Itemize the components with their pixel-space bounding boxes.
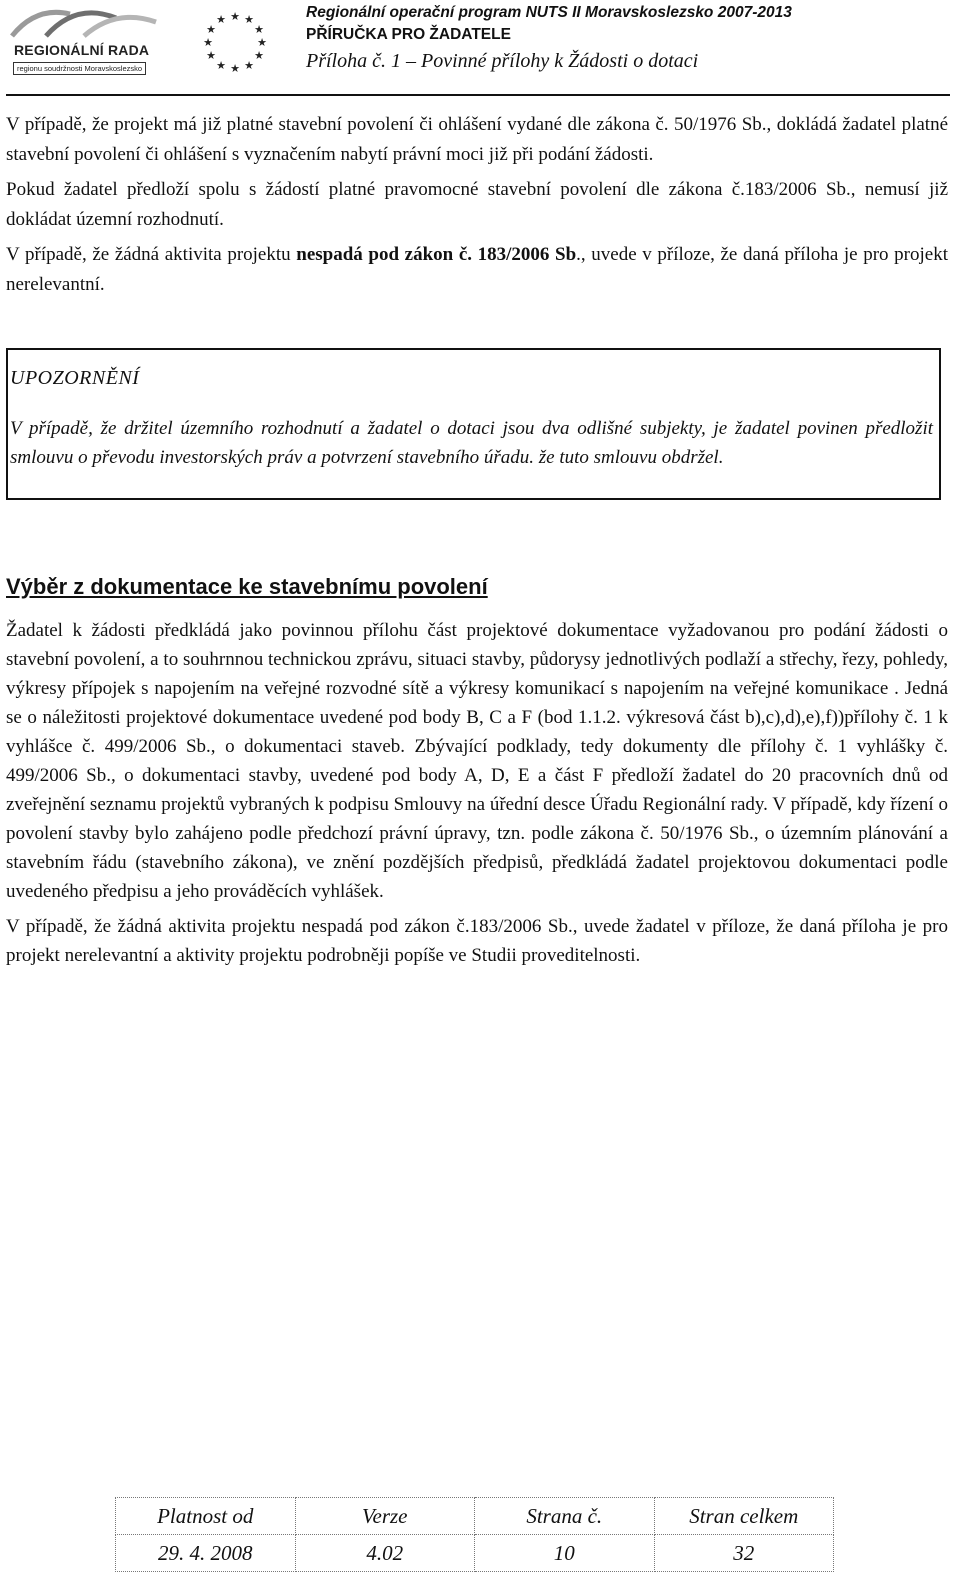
svg-text:★: ★ bbox=[244, 13, 254, 26]
footer-header-version: Verze bbox=[295, 1498, 475, 1535]
footer-table bbox=[115, 1497, 834, 1572]
annex-title: Příloha č. 1 – Povinné přílohy k Žádosti o dotaci bbox=[306, 50, 699, 72]
footer-version: 4.02 bbox=[295, 1535, 475, 1572]
svg-text:★: ★ bbox=[257, 36, 267, 49]
logo-subtitle: regionu soudržnosti Moravskoslezsko bbox=[13, 62, 146, 75]
footer-header-page: Strana č. bbox=[475, 1498, 655, 1535]
section-title: Výběr z dokumentace ke stavebnímu povolení bbox=[6, 574, 488, 599]
svg-text:★: ★ bbox=[254, 23, 264, 36]
regional-council-logo bbox=[6, 4, 164, 78]
footer-valid-from: 29. 4. 2008 bbox=[116, 1535, 296, 1572]
text-run: ., uvede v příloze, že daná příloha je pro projekt nerelevantní. bbox=[6, 244, 948, 295]
eu-stars-icon bbox=[190, 6, 280, 72]
svg-text:★: ★ bbox=[254, 49, 264, 62]
svg-text:★: ★ bbox=[216, 59, 226, 72]
svg-text:★: ★ bbox=[203, 36, 213, 49]
documentation-section bbox=[6, 570, 948, 970]
logo-arcs-icon bbox=[6, 4, 164, 38]
page-header bbox=[0, 0, 960, 96]
handbook-title: PŘÍRUČKA PRO ŽADATELE bbox=[306, 26, 511, 43]
text-run: V případě, že žádná aktivita projektu bbox=[6, 244, 297, 265]
svg-text:★: ★ bbox=[216, 13, 226, 26]
paragraph-building-permit: V případě, že projekt má již platné stavební povolení či ohlášení vydané dle zákona č. 50/1976 Sb., dokládá žadatel platné stavební povolení či ohlášení s vyznačením nabytí právní moci již při podání žádosti. bbox=[6, 114, 948, 165]
footer-value-row bbox=[116, 1535, 834, 1572]
paragraph-irrelevant: V případě, že žádná aktivita projektu nespadá pod zákon č.183/2006 Sb., uvede žadatel v příloze, že daná příloha je pro projekt nerelevantní a aktivity projektu podrobněji popíše ve Studii proveditelnosti. bbox=[6, 916, 948, 966]
header-text bbox=[306, 2, 866, 76]
footer-total-pages: 32 bbox=[654, 1535, 834, 1572]
paragraph-valid-permit: Pokud žadatel předloží spolu s žádostí platné pravomocné stavební povolení dle zákona č.183/2006 Sb., nemusí již dokládat územní rozhodnutí. bbox=[6, 179, 948, 230]
footer-header-valid-from: Platnost od bbox=[116, 1498, 296, 1535]
svg-text:★: ★ bbox=[244, 59, 254, 72]
paragraph-not-applicable bbox=[6, 240, 948, 299]
footer-header-total-pages: Stran celkem bbox=[654, 1498, 834, 1535]
warning-title: UPOZORNĚNÍ bbox=[10, 367, 140, 389]
warning-text: V případě, že držitel územního rozhodnutí a žadatel o dotaci jsou dva odlišné subjekty, je žadatel povinen předložit smlouvu o převodu investorských práv a potvrzení stavebního úřadu. že tuto smlouvu obdržel. bbox=[10, 418, 933, 468]
footer-page: 10 bbox=[475, 1535, 655, 1572]
logo-title: REGIONÁLNÍ RADA bbox=[14, 42, 150, 58]
paragraph-documentation: Žadatel k žádosti předkládá jako povinnou přílohu část projektové dokumentace vyžadovanou pro podání žádosti o stavební povolení, a to souhrnnou technickou zprávu, situaci stavby, půdorysy jednotlivých podlaží a střechy, řezy, pohledy, výkresy přípojek s napojením na veřejné rozvodné sítě a výkresy komunikací s napojením na veřejné komunikace . Jedná se o náležitosti projektové dokumentace uvedené pod body B, C a F (bod 1.1.2. výkresová část b),c),d),e),f))přílohy č. 1 k vyhlášce č. 499/2006 Sb., o dokumentaci staveb. Zbývající podklady, tedy dokumenty dle přílohy č. 1 vyhlášky č. 499/2006 Sb., o dokumentaci stavby, uvedené pod body A, D, E a část F předloží žadatel do 20 pracovních dnů od zveřejnění seznamu projektů vybraných k podpisu Smlouvy na úřední desce Úřadu Regionální rady. V případě, kdy řízení o povolení stavby bylo zahájeno podle předchozí právní úpravy, tzn. podle zákona č. 50/1976 Sb., o územním plánování a stavebním řádu (stavebního zákona), ve znění pozdějších předpisů, předkládá žadatel projektovou dokumentaci podle uvedeného předpisu a jeho prováděcích vyhlášek. bbox=[6, 620, 948, 902]
header-divider bbox=[6, 94, 950, 96]
svg-text:★: ★ bbox=[206, 23, 216, 36]
svg-text:★: ★ bbox=[206, 49, 216, 62]
warning-box bbox=[6, 348, 941, 500]
svg-text:★: ★ bbox=[230, 10, 240, 23]
intro-text bbox=[6, 110, 948, 299]
program-name: Regionální operační program NUTS II Moravskoslezsko 2007-2013 bbox=[306, 4, 792, 21]
footer-header-row bbox=[116, 1498, 834, 1535]
bold-run: nespadá pod zákon č. 183/2006 Sb bbox=[296, 244, 577, 265]
svg-text:★: ★ bbox=[230, 62, 240, 72]
